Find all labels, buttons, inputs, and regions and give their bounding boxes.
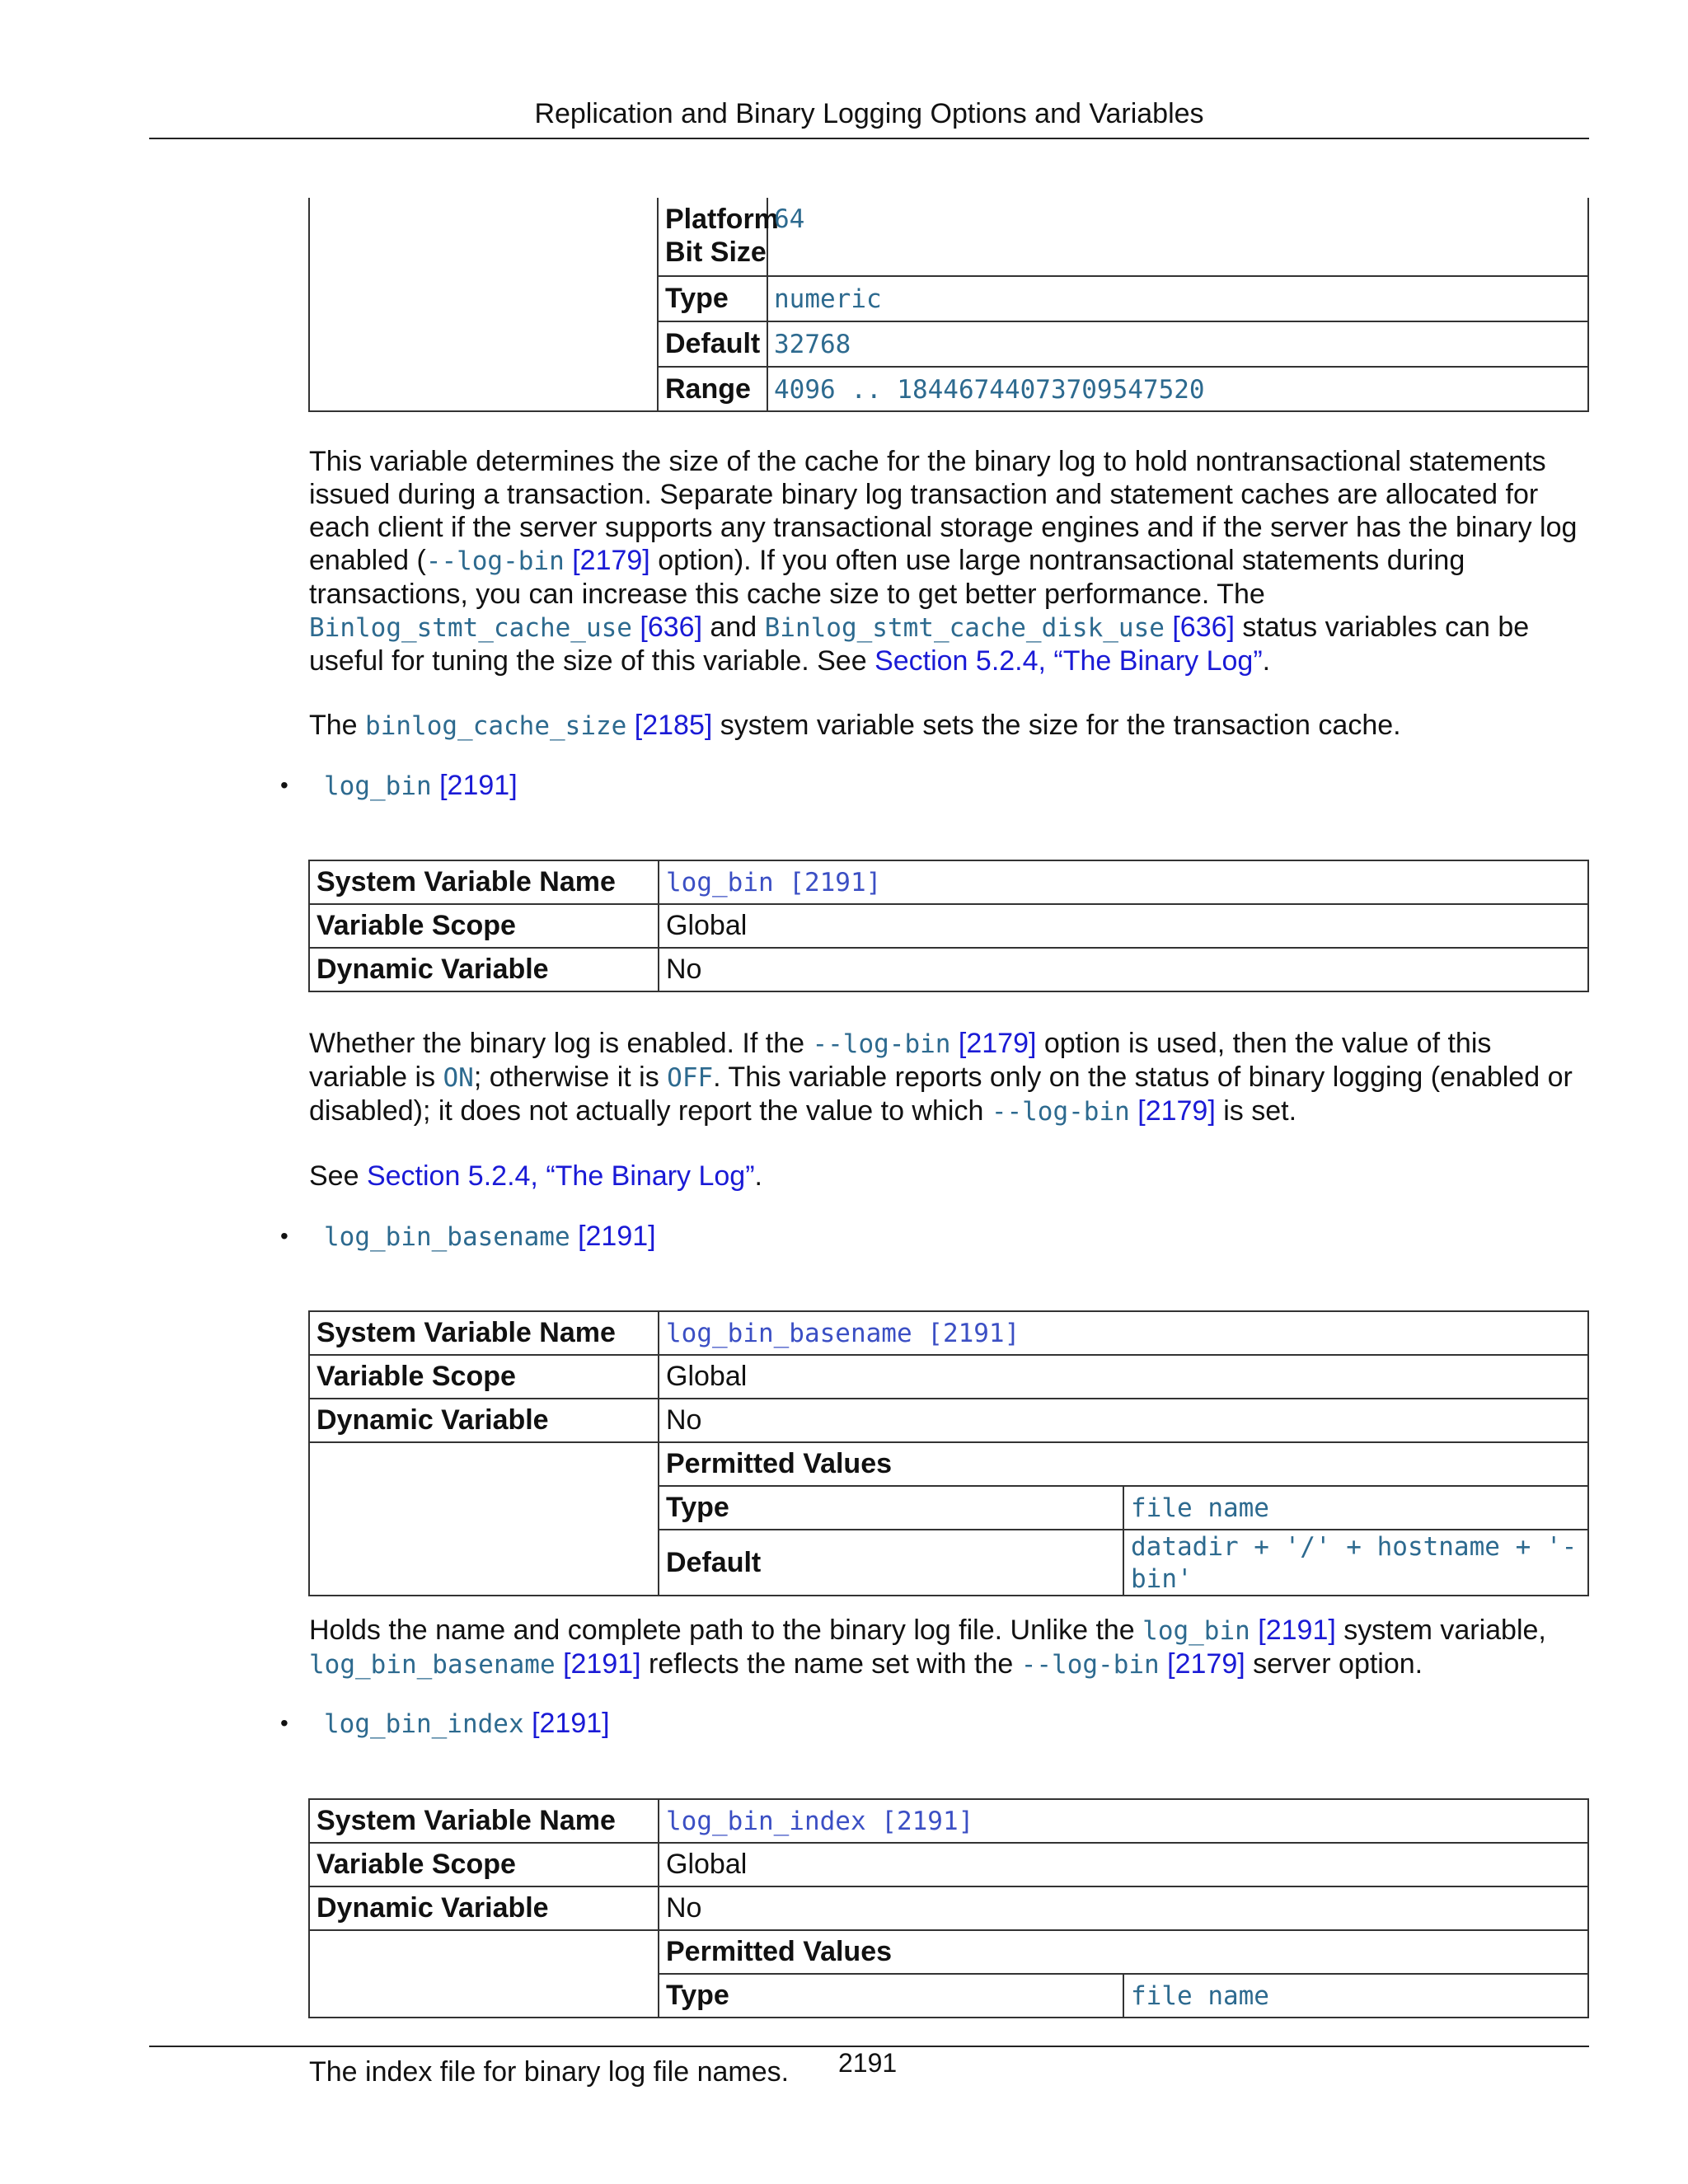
range-value: 4096 .. 18446744073709547520 [774,375,1205,405]
log-bin-description: Whether the binary log is enabled. If the --log-bin [2179] option is used, then the value of this variable is ON; otherwise it is OFF. This variable reports only on the status of binary logging (enabled or disabled); it does not actually report the value to which --log-bin [2179] is set. [309,1028,1573,1127]
ref-link[interactable]: [2191] [1258,1615,1336,1646]
ref-link[interactable]: [2179] [572,545,650,576]
off-value: OFF [667,1063,714,1093]
binlog-cache-size-note: The binlog_cache_size [2185] system variable sets the size for the transaction cache. [309,710,1401,741]
table-row [309,1399,1588,1442]
bullet-icon: • [280,772,288,798]
log-bin-link[interactable]: log_bin [1142,1616,1250,1646]
ref-link[interactable]: [636] [640,612,703,643]
permitted-values-cell [659,1442,1588,1596]
table-key: Variable Scope [309,1355,659,1399]
table-value: Global [659,1843,1588,1886]
binlog-cache-size-link[interactable]: binlog_cache_size [365,711,627,741]
header-rule [149,138,1589,139]
empty-cell [309,1442,659,1596]
platform-bit-size-label: Platform Bit Size [665,204,779,268]
log-bin-basename-link[interactable]: log_bin_basename [324,1222,570,1252]
type-value: file name [1123,1486,1587,1530]
bullet-icon: • [280,1223,288,1249]
type-label: Type [659,1486,1123,1530]
range-label: Range [665,373,751,405]
ref-link[interactable]: [2179] [1137,1095,1216,1127]
table-value [659,1311,1588,1355]
ref-link[interactable]: [2191] [563,1648,641,1680]
ref-link[interactable]: [2185] [634,710,713,741]
table-value: No [659,948,1588,991]
table-row [659,277,1589,322]
table-key: Dynamic Variable [309,1399,659,1442]
permitted-values-label: Permitted Values [659,1931,1587,1974]
on-value: ON [443,1063,474,1093]
permitted-values-table [659,1443,1587,1595]
see-binary-log: See Section 5.2.4, “The Binary Log”. [309,1160,762,1192]
log-bin-index-variable-link[interactable]: log_bin_index [2191] [666,1807,974,1836]
table-row [309,1930,1588,2018]
default-value: datadir + '/' + hostname + '-bin' [1131,1532,1578,1594]
type-value: file name [1131,1981,1269,2011]
table-key: Variable Scope [309,904,659,948]
log-bin-variable-link[interactable]: log_bin [2191] [666,868,882,898]
table-row [309,1843,1588,1886]
table-row [309,1799,1588,1843]
permitted-values-cell [659,1930,1588,2018]
log-bin-option-link[interactable]: --log-bin [812,1029,951,1059]
log-bin-table [308,860,1589,992]
platform-bit-size-value: 64 [774,204,805,234]
table-row [309,1886,1588,1930]
log-bin-link[interactable]: log_bin [324,771,432,801]
binlog-stmt-cache-size-table [308,198,1589,414]
log-bin-option-link[interactable]: --log-bin [425,546,565,576]
table-value: Global [659,1355,1588,1399]
empty-cell [309,1930,659,2018]
default-label: Default [665,328,761,359]
default-label: Default [659,1530,1123,1595]
type-label: Type [659,1974,1123,2017]
type-value: numeric [774,284,882,314]
log-bin-basename-link[interactable]: log_bin_basename [309,1650,556,1680]
permitted-values-table [659,1931,1587,2017]
ref-link[interactable]: [2191] [532,1708,610,1739]
table-value [659,860,1588,904]
binlog-stmt-cache-use-link[interactable]: Binlog_stmt_cache_use [309,613,632,643]
permitted-values-label: Permitted Values [659,1443,1587,1486]
table-row [659,368,1589,412]
table-key: Variable Scope [309,1843,659,1886]
ref-link[interactable]: [2191] [439,770,518,801]
footer-rule [149,2046,1589,2047]
binary-log-section-link[interactable]: Section 5.2.4, “The Binary Log” [874,645,1263,677]
binlog-stmt-cache-disk-use-link[interactable]: Binlog_stmt_cache_disk_use [764,613,1165,643]
table-value: No [659,1886,1588,1930]
table-value: Global [659,904,1588,948]
table-row [309,1355,1588,1399]
default-value: 32768 [774,330,851,359]
page-number: 2191 [838,2048,898,2078]
log-bin-option-link[interactable]: --log-bin [1020,1650,1160,1680]
log-bin-basename-table [308,1310,1589,1596]
table-key: Dynamic Variable [309,1886,659,1930]
ref-link[interactable]: [636] [1172,612,1235,643]
bullet-icon: • [280,1710,288,1736]
binary-log-section-link[interactable]: Section 5.2.4, “The Binary Log” [366,1160,755,1192]
table-key: System Variable Name [309,1799,659,1843]
table-row [309,860,1588,904]
table-row [309,1311,1588,1355]
table-row [309,1442,1588,1596]
permitted-values-table [657,198,1589,412]
ref-link[interactable]: [2179] [958,1028,1037,1059]
table-key: System Variable Name [309,1311,659,1355]
table-value [659,1799,1588,1843]
page-header: Replication and Binary Logging Options and Variables [534,98,1204,129]
table-row [309,948,1588,991]
type-label: Type [665,283,729,314]
table-value: No [659,1399,1588,1442]
table-row [659,322,1589,368]
table-key: Dynamic Variable [309,948,659,991]
ref-link[interactable]: [2191] [578,1221,656,1252]
log-bin-basename-variable-link[interactable]: log_bin_basename [2191] [666,1319,1020,1348]
table-row [659,198,1589,277]
ref-link[interactable]: [2179] [1167,1648,1245,1680]
log-bin-option-link[interactable]: --log-bin [991,1097,1130,1127]
log-bin-index-link[interactable]: log_bin_index [324,1709,524,1739]
log-bin-index-description: The index file for binary log file names. [309,2056,790,2088]
log-bin-index-table [308,1798,1589,2018]
binlog-stmt-cache-description: This variable determines the size of the cache for the binary log to hold nontransactional statements issued during a transaction. Separate binary log transaction and statement caches are allocated for each client if the server supports any transactional storage engines and if the server has the binary log enabled (--log-bin [2179] option). If you often use large nontransactional statements during transactions, you can increase this cache size to get better performance. The Binlog_stmt_cache_use [636] and Binlog_stmt_cache_disk_use [636] status variables can be useful for tuning the size of this variable. See Section 5.2.4, “The Binary Log”. [309,446,1578,677]
table-key: System Variable Name [309,860,659,904]
table-row [309,904,1588,948]
log-bin-basename-description: Holds the name and complete path to the binary log file. Unlike the log_bin [2191] system variable, log_bin_basename [2191] reflects the name set with the --log-bin [2179] server option. [309,1615,1546,1680]
